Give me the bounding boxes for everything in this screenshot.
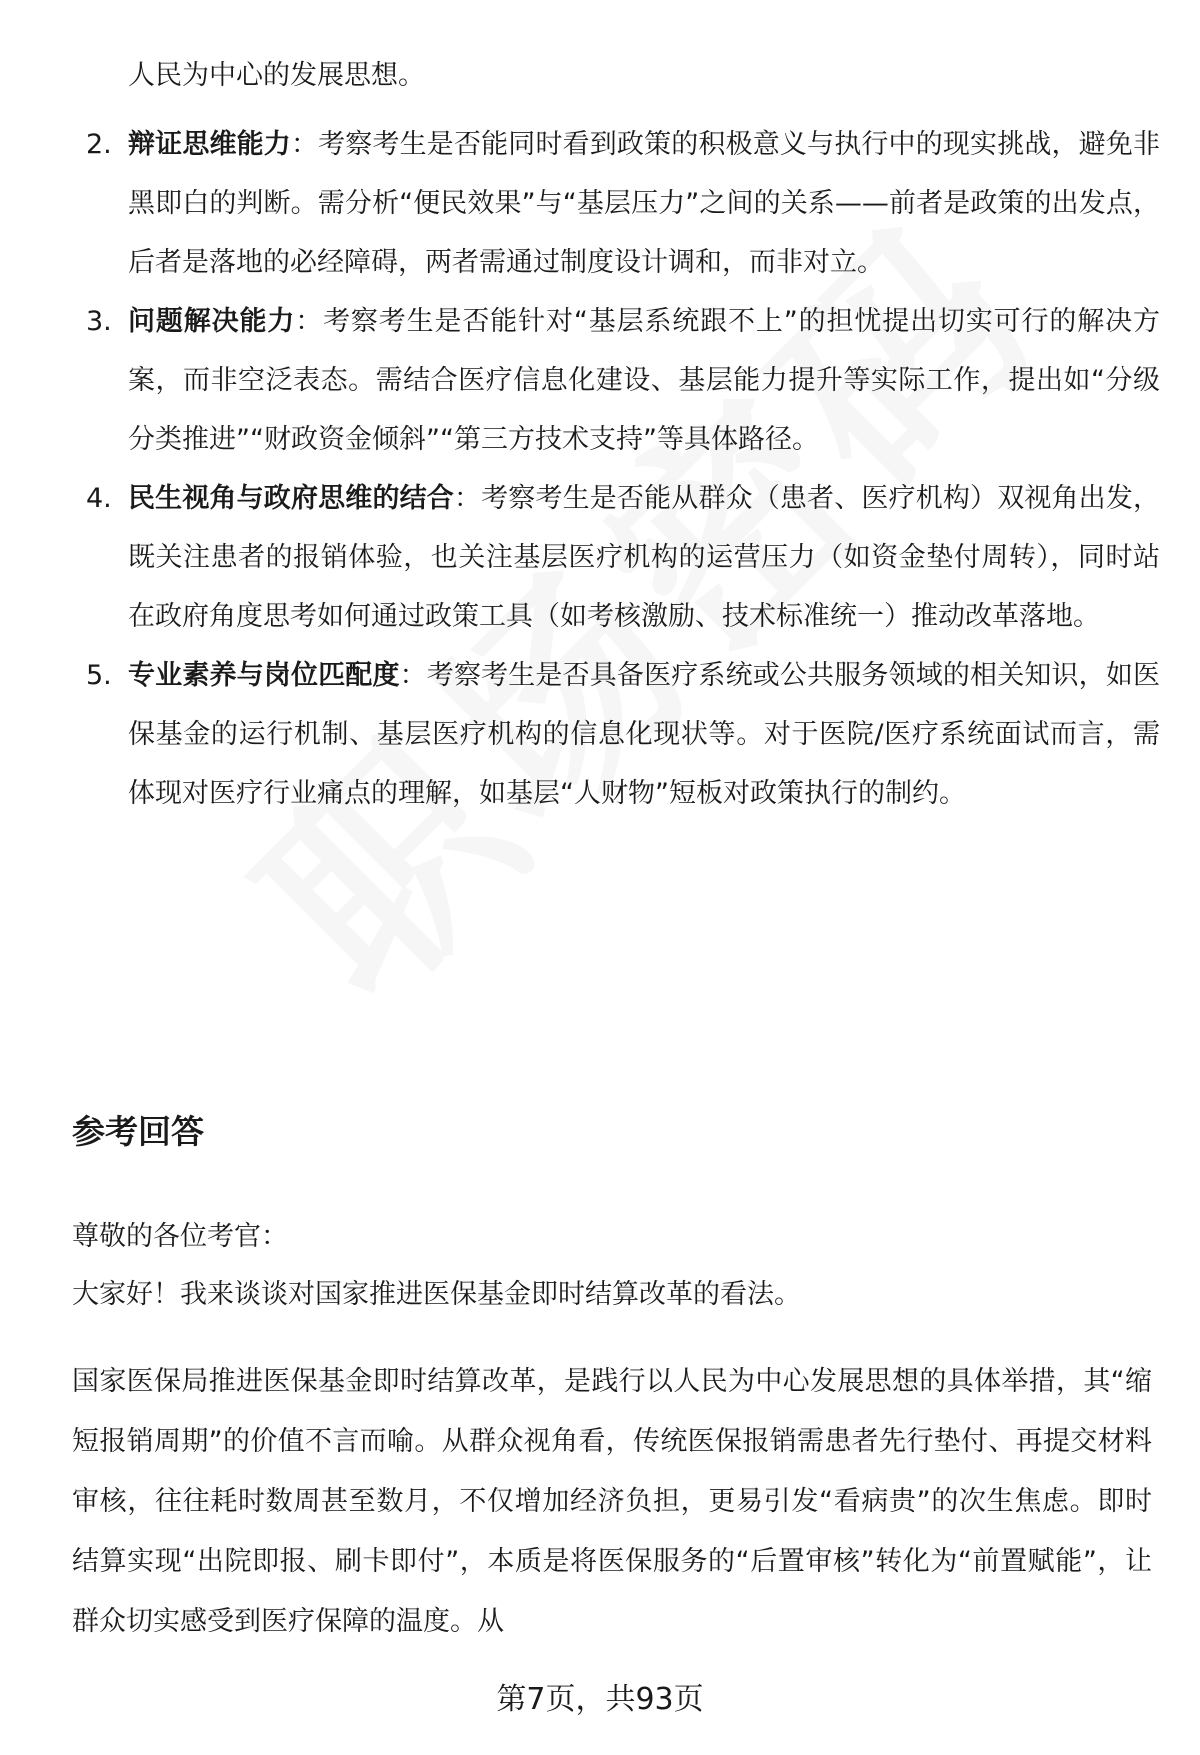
list-number: 5. [86,660,112,691]
section-heading: 参考回答 [72,1112,204,1151]
list-item [72,646,1160,823]
list-term: 专业素养与岗位匹配度 [128,660,400,691]
answer-paragraph: 国家医保局推进医保基金即时结算改革，是践行以人民为中心发展思想的具体举措，其“缩短报销周期”的价值不言而喻。从群众视角看，传统医保报销需患者先行垫付、再提交材料审核，往往耗时数周甚至数月，不仅增加经济负担，更易引发“看病贵”的次生焦虑。即时结算实现“出院即报、刷卡即付”，本质是将医保服务的“后置审核”转化为“前置赋能”，让群众切实感受到医疗保障的温度。从 [72,1366,1152,1637]
list-text: ：考察考生是否具备医疗系统或公共服务领域的相关知识，如医保基金的运行机制、基层医疗机构的信息化现状等。对于医院/医疗系统面试而言，需体现对医疗行业痛点的理解，如基层“人财物”短板对政策执行的制约。 [128,660,1161,809]
page-number: 第7页，共93页 [496,1682,704,1717]
list-term: 问题解决能力 [128,306,296,337]
list-number: 3. [86,306,112,337]
continuation-text: 人民为中心的发展思想。 [128,60,425,91]
list-number: 4. [86,483,112,514]
list-text: ：考察考生是否能同时看到政策的积极意义与执行中的现实挑战，避免非黑即白的判断。需分析“便民效果”与“基层压力”之间的关系——前者是政策的出发点，后者是落地的必经障碍，两者需通过制度设计调和，而非对立。 [128,129,1161,278]
list-item [72,292,1160,469]
greeting-line: 大家好！我来谈谈对国家推进医保基金即时结算改革的看法。 [72,1279,801,1310]
list-text: ：考察考生是否能针对“基层系统跟不上”的担忧提出切实可行的解决方案，而非空泛表态。需结合医疗信息化建设、基层能力提升等实际工作，提出如“分级分类推进”“财政资金倾斜”“第三方技术支持”等具体路径。 [128,306,1161,455]
list-term: 民生视角与政府思维的结合 [128,483,454,514]
list-item [72,115,1160,292]
list-term: 辩证思维能力 [128,129,291,160]
greeting-line: 尊敬的各位考官： [72,1221,288,1252]
list-item [72,469,1160,646]
list-number: 2. [86,129,112,160]
criteria-list [72,115,1160,823]
list-text: ：考察考生是否能从群众（患者、医疗机构）双视角出发，既关注患者的报销体验，也关注基层医疗机构的运营压力（如资金垫付周转），同时站在政府角度思考如何通过政策工具（如考核激励、技术标准统一）推动改革落地。 [128,483,1161,632]
greeting-block [72,1208,801,1324]
